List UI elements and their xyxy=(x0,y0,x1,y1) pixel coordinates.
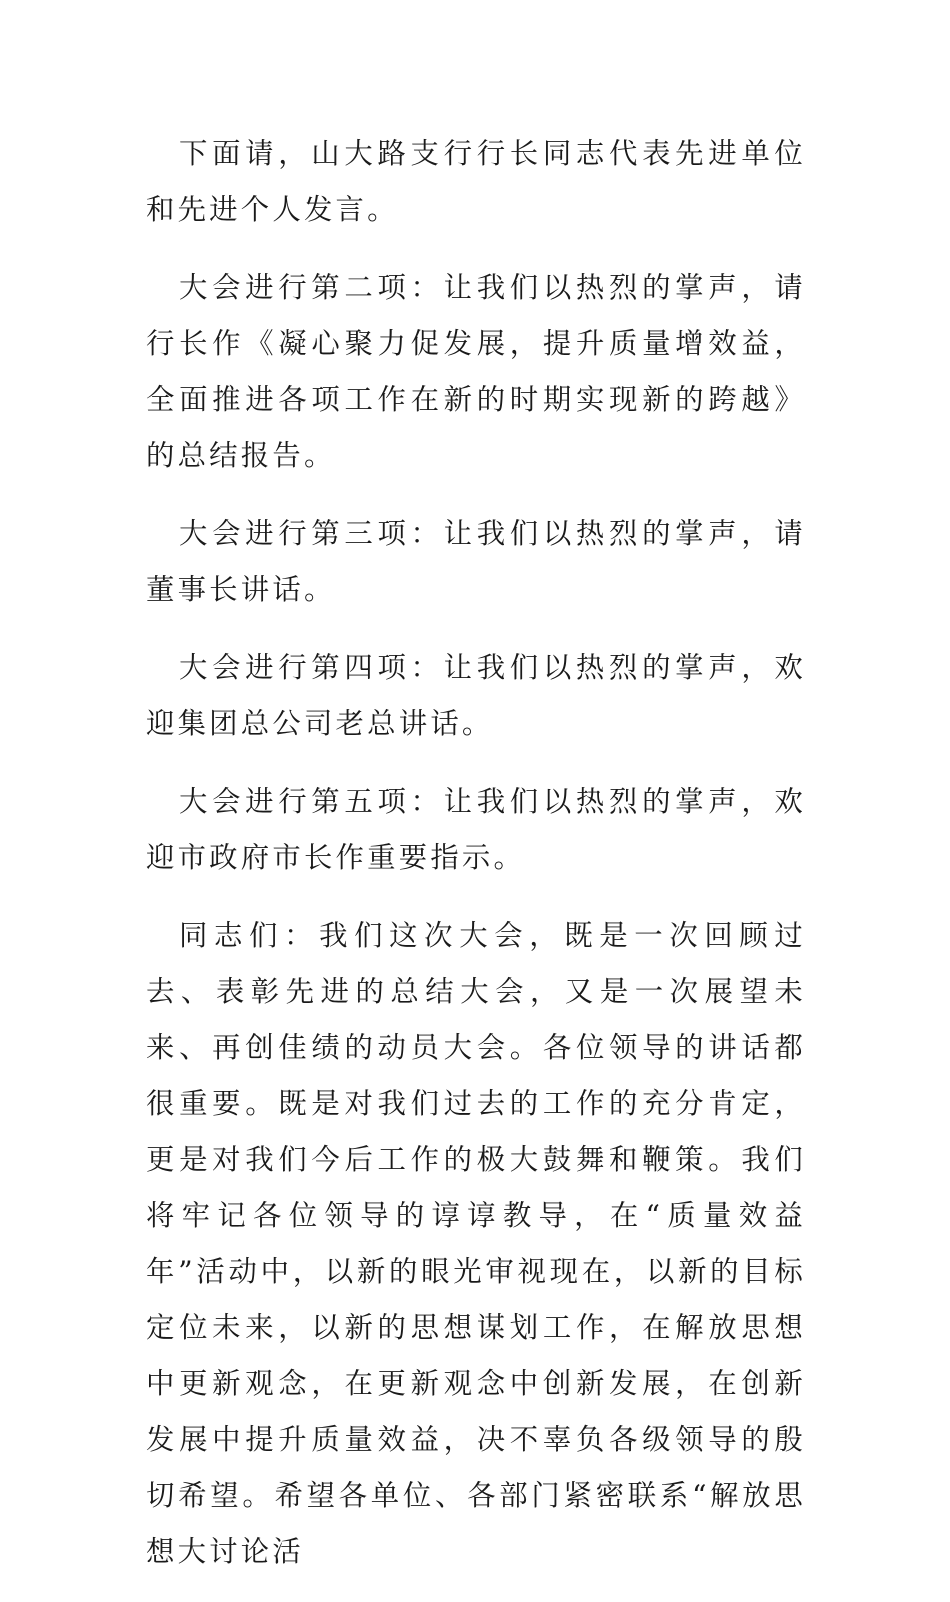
paragraph-agenda-item-3: 大会进行第三项：让我们以热烈的掌声，请董事长讲话。 xyxy=(146,517,806,606)
paragraph-agenda-item-5: 大会进行第五项：让我们以热烈的掌声，欢迎市政府市长作重要指示。 xyxy=(146,785,806,874)
paragraph-agenda-item-2: 大会进行第二项：让我们以热烈的掌声，请行长作《凝心聚力促发展，提升质量增效益，全面推进各项工作在新的时期实现新的跨越》的总结报告。 xyxy=(146,271,806,472)
paragraph-speaker-invitation: 下面请，山大路支行行长同志代表先进单位和先进个人发言。 xyxy=(146,137,806,226)
document-page xyxy=(146,126,806,1602)
paragraph-agenda-item-4: 大会进行第四项：让我们以热烈的掌声，欢迎集团总公司老总讲话。 xyxy=(146,651,806,740)
paragraph-closing-remarks: 同志们：我们这次大会，既是一次回顾过去、表彰先进的总结大会，又是一次展望未来、再创佳绩的动员大会。各位领导的讲话都很重要。既是对我们过去的工作的充分肯定，更是对我们今后工作的极大鼓舞和鞭策。我们将牢记各位领导的谆谆教导，在“质量效益年”活动中，以新的眼光审视现在，以新的目标定位未来，以新的思想谋划工作，在解放思想中更新观念，在更新观念中创新发展，在创新发展中提升质量效益，决不辜负各级领导的殷切希望。希望各单位、各部门紧密联系“解放思想大讨论活 xyxy=(146,919,806,1568)
